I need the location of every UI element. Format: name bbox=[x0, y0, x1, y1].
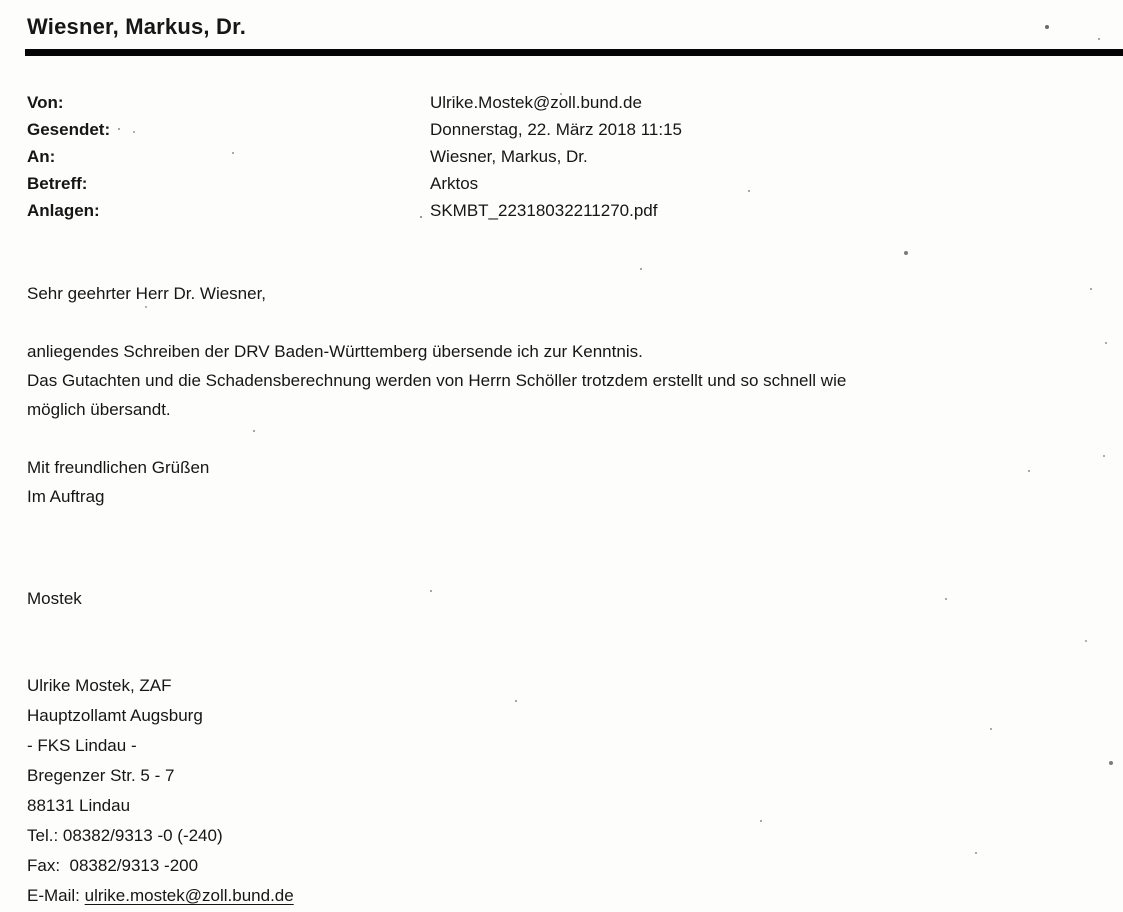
scan-noise-specks bbox=[0, 0, 2, 2]
signature-block bbox=[27, 671, 1105, 911]
field-label-an: An: bbox=[27, 147, 56, 166]
email-label: E-Mail: bbox=[27, 886, 85, 905]
field-row-anlagen bbox=[27, 197, 682, 224]
signature-phone: Tel.: 08382/9313 -0 (-240) bbox=[27, 826, 223, 845]
email-header-fields bbox=[27, 89, 682, 224]
field-label-von: Von: bbox=[27, 93, 64, 112]
paragraph-line-1: anliegendes Schreiben der DRV Baden-Württemberg übersende ich zur Kenntnis. bbox=[27, 342, 643, 361]
field-value-gesendet: Donnerstag, 22. März 2018 11:15 bbox=[430, 120, 683, 139]
main-paragraph bbox=[27, 337, 1105, 424]
field-label-betreff: Betreff: bbox=[27, 174, 88, 193]
field-row-gesendet bbox=[27, 116, 682, 143]
salutation: Sehr geehrter Herr Dr. Wiesner, bbox=[27, 284, 267, 303]
signer-name: Mostek bbox=[27, 589, 82, 608]
signature-email-line bbox=[27, 881, 1105, 911]
signature-fax: Fax: 08382/9313 -200 bbox=[27, 856, 199, 875]
field-row-an bbox=[27, 143, 682, 170]
closing-line-2: Im Auftrag bbox=[27, 487, 105, 506]
signature-office: Hauptzollamt Augsburg bbox=[27, 706, 203, 725]
signature-street: Bregenzer Str. 5 - 7 bbox=[27, 766, 175, 785]
email-body bbox=[27, 279, 1105, 911]
field-label-anlagen: Anlagen: bbox=[27, 201, 100, 220]
recipient-title: Wiesner, Markus, Dr. bbox=[27, 14, 247, 39]
field-value-anlagen: SKMBT_22318032211270.pdf bbox=[430, 201, 658, 220]
paragraph-line-2: Das Gutachten und die Schadensberechnung werden von Herrn Schöller trotzdem erstellt und so schnell wie bbox=[27, 371, 847, 390]
field-row-betreff bbox=[27, 170, 682, 197]
field-value-betreff: Arktos bbox=[430, 174, 479, 193]
field-value-von: Ulrike.Mostek@zoll.bund.de bbox=[430, 93, 642, 112]
signature-name-org: Ulrike Mostek, ZAF bbox=[27, 676, 172, 695]
closing bbox=[27, 453, 1105, 511]
closing-line-1: Mit freundlichen Grüßen bbox=[27, 458, 210, 477]
signature-department: - FKS Lindau - bbox=[27, 736, 137, 755]
email-link[interactable]: ulrike.mostek@zoll.bund.de bbox=[84, 886, 294, 905]
paragraph-line-3: möglich übersandt. bbox=[27, 400, 171, 419]
field-row-von bbox=[27, 89, 682, 116]
field-label-gesendet: Gesendet: bbox=[27, 120, 111, 139]
signature-city: 88131 Lindau bbox=[27, 796, 131, 815]
header-divider-rule bbox=[25, 49, 1123, 56]
field-value-an: Wiesner, Markus, Dr. bbox=[430, 147, 588, 166]
